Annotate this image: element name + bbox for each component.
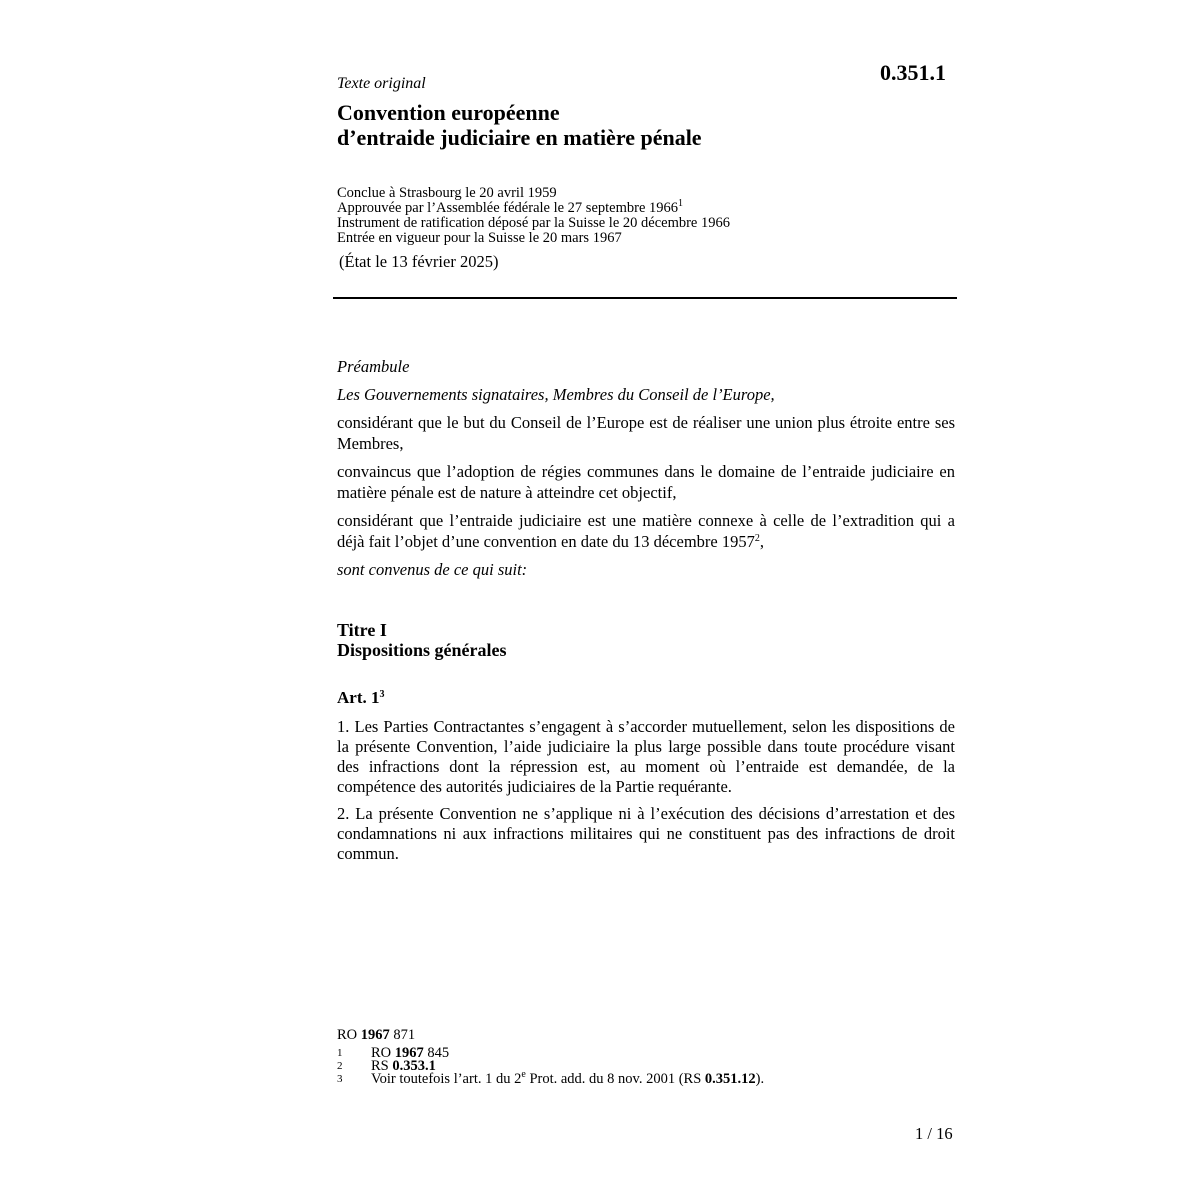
footnote-3-number: 3 <box>337 1073 343 1085</box>
article-1-heading-text: Art. 1 <box>337 688 380 707</box>
footnote-1-year: 1967 <box>394 1045 424 1061</box>
title-line-1: Convention européenne <box>337 100 560 125</box>
section-title-name: Dispositions générales <box>337 640 507 660</box>
footnote-2-number: 2 <box>337 1060 343 1072</box>
preamble <box>337 356 955 587</box>
meta-ratification: Instrument de ratification déposé par la Suisse le 20 décembre 1966 <box>337 215 730 231</box>
preamble-paragraph-3 <box>337 510 955 552</box>
meta-entry-into-force: Entrée en vigueur pour la Suisse le 20 mars 1967 <box>337 230 622 246</box>
article-1-paragraph-2: 2. La présente Convention ne s’applique ni à l’exécution des décisions d’arrestation et des condamnations ni aux infractions militaires qui ne constituent pas des infractions de droit commun. <box>337 804 955 863</box>
document-metadata <box>337 186 957 246</box>
footnote-ref-3[interactable]: 3 <box>379 689 385 700</box>
ro-prefix: RO <box>337 1027 358 1043</box>
original-text-label: Texte original <box>337 75 426 92</box>
section-title-label: Titre I <box>337 620 387 640</box>
article-1-paragraph-1: 1. Les Parties Contractantes s’engagent à s’accorder mutuellement, selon les dispositions de la présente Convention, l’aide judiciaire la plus large possible dans toute procédure visant des infractions dont la répression est, au moment où l’entraide est demandée, de la compétence des autorités judiciaires de la Partie requérante. <box>337 717 955 796</box>
preamble-paragraph-3-text: considérant que l’entraide judiciaire est une matière connexe à celle de l’extradition qui a déjà fait l’objet d’une convention en date du 13 décembre 1957 <box>337 511 955 551</box>
preamble-paragraph-2: convaincus que l’adoption de régies communes dans le domaine de l’entraide judiciaire en matière pénale est de nature à atteindre cet objectif, <box>337 462 955 502</box>
preamble-heading: Préambule <box>337 357 410 376</box>
footnote-2-prefix: RS <box>371 1058 389 1074</box>
footnote-3-text-a: Voir toutefois l’art. 1 du 2 <box>371 1071 522 1087</box>
meta-approved-text: Approuvée par l’Assemblée fédérale le 27 septembre 1966 <box>337 200 679 216</box>
document-header <box>337 75 957 272</box>
preamble-paragraph-3-end: , <box>759 532 764 551</box>
preamble-intro: Les Gouvernements signataires, Membres du Conseil de l’Europe, <box>337 385 775 404</box>
page-number: 1 / 16 <box>915 1124 953 1143</box>
meta-concluded: Conclue à Strasbourg le 20 avril 1959 <box>337 185 557 201</box>
ro-page: 871 <box>393 1027 416 1043</box>
article-1-heading <box>337 688 384 708</box>
footnote-3-text-c: ). <box>755 1071 765 1087</box>
footnote-1-number: 1 <box>337 1047 343 1059</box>
preamble-paragraph-1: considérant que le but du Conseil de l’Europe est de réaliser une union plus étroite entre ses Membres, <box>337 413 955 453</box>
footnote-3-superscript: e <box>521 1069 526 1080</box>
footnote-1-prefix: RO <box>371 1045 392 1061</box>
ro-reference <box>337 1027 957 1044</box>
status-date: (État le 13 février 2025) <box>339 252 499 271</box>
footnote-3-ref[interactable]: 0.351.12 <box>704 1071 756 1087</box>
footnote-2-ref[interactable]: 0.353.1 <box>392 1058 436 1074</box>
sr-number: 0.351.1 <box>880 60 946 85</box>
footnote-3-text-b: Prot. add. du 8 nov. 2001 (RS <box>525 1071 705 1087</box>
footnote-3 <box>337 1069 957 1087</box>
footnote-3-text <box>371 1069 765 1087</box>
ro-year: 1967 <box>360 1027 390 1043</box>
footnote-ref-1[interactable]: 1 <box>678 198 684 209</box>
section-title <box>337 620 507 660</box>
preamble-closing: sont convenus de ce qui suit: <box>337 560 528 579</box>
document-title <box>337 100 957 150</box>
title-line-2: d’entraide judiciaire en matière pénale <box>337 125 702 150</box>
footnote-1-page: 845 <box>427 1045 450 1061</box>
footnote-ref-2[interactable]: 2 <box>754 533 760 544</box>
footnotes <box>337 1027 957 1086</box>
meta-approved <box>337 198 957 216</box>
header-divider <box>333 297 957 299</box>
article-1-body <box>337 717 955 871</box>
